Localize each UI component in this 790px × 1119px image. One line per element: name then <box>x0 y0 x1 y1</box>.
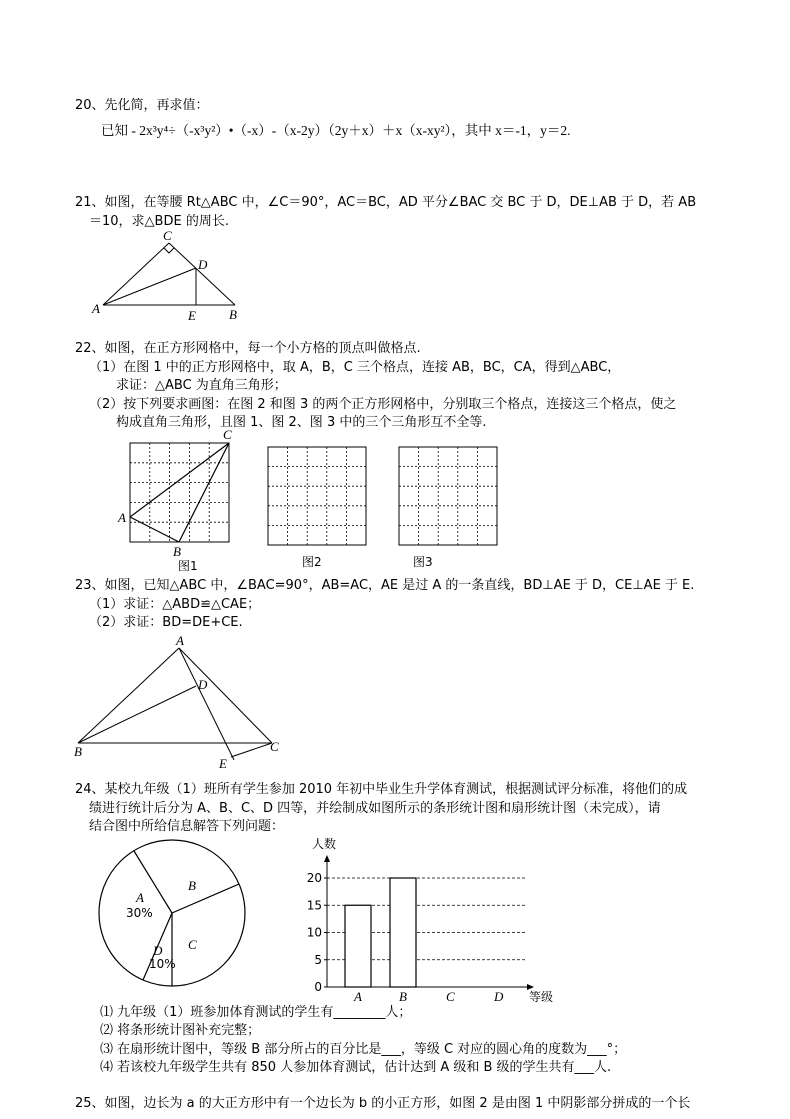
q22-line2: （1）在图 1 中的正方形网格中，取 A，B，C 三个格点，连接 AB，BC，CA，得到△ABC， <box>89 360 621 375</box>
q23-segment-CE <box>231 743 272 757</box>
q25-line1: 25、如图，边长为 a 的大正方形中有一个边长为 b 的小正方形，如图 2 是由图 1 中阴影部分拼成的一个长 <box>75 1096 691 1111</box>
q23-label-A: A <box>176 633 184 648</box>
q21-label-D: D <box>198 257 208 272</box>
q22-label-A: A <box>118 510 126 525</box>
q22-triangle <box>130 443 229 542</box>
q20-title: 20、先化简，再求值： <box>75 98 209 113</box>
q23-line3: （2）求证：BD=DE+CE. <box>89 615 243 630</box>
q21-label-C: C <box>163 228 172 243</box>
q21-label-E: E <box>188 308 196 323</box>
y-tick-label: 10 <box>306 925 322 940</box>
pie-label-B: B <box>188 878 196 893</box>
q24-sub3: ⑶ 在扇形统计图中，等级 B 部分所占的百分比是___，等级 C 对应的圆心角的度数为___°； <box>100 1042 627 1057</box>
q23-line2: （1）求证：△ABD≌△CAE； <box>89 597 261 612</box>
x-tick-label-B: B <box>399 989 407 1004</box>
y-tick-label: 5 <box>314 952 322 967</box>
q22-label-C: C <box>223 427 232 442</box>
q24-bar-chart <box>307 836 553 1004</box>
q21-label-A: A <box>92 301 100 316</box>
q23-segment-BD <box>78 686 196 743</box>
q22-line3: 求证：△ABC 为直角三角形； <box>116 378 287 393</box>
pie-label-D: D <box>153 943 163 958</box>
q23-line1: 23、如图，已知△ABC 中，∠BAC=90°，AB=AC，AE 是过 A 的一条直线，BD⊥AE 于 D，CE⊥AE 于 E. <box>75 578 695 593</box>
pie-label-A: A <box>136 890 144 905</box>
q22-grid-fig3 <box>399 447 497 545</box>
q21-segment-AD <box>103 268 196 305</box>
q24-sub1: ⑴ 九年级（1）班参加体育测试的学生有________人； <box>100 1005 412 1020</box>
q22-line4: （2）按下列要求画图：在图 2 和图 3 的两个正方形网格中，分别取三个格点，连接这三个格点，使之 <box>89 397 677 412</box>
q23-label-C: C <box>270 739 279 754</box>
q23-figure <box>78 648 272 760</box>
q22-line1: 22、如图，在正方形网格中，每一个小方格的顶点叫做格点. <box>75 341 421 356</box>
pie-boundary-B-C <box>172 884 239 913</box>
q20-body: 已知 - 2x³y⁴÷（-x³y²）•（-x）-（x-2y）（2y＋x）＋x（x-xy²），其中 x＝-1，y＝2. <box>101 123 571 138</box>
q22-side-AB <box>130 517 179 542</box>
q24-line3: 结合图中所给信息解答下列问题： <box>89 819 285 834</box>
y-tick-label: 15 <box>306 898 322 913</box>
q21-side-CB <box>169 243 235 305</box>
pie-label-A-pct: 30% <box>126 906 153 920</box>
q22-side-BC <box>179 443 229 542</box>
q23-side-AB <box>78 648 179 743</box>
grid-border <box>268 447 366 545</box>
q24-line1: 24、某校九年级（1）班所有学生参加 2010 年初中毕业生升学体育测试，根据测试评分标准，将他们的成 <box>75 782 688 797</box>
pie-label-D-pct: 10% <box>149 957 176 971</box>
q23-side-AC <box>179 648 272 743</box>
y-tick-label: 0 <box>314 980 322 994</box>
q23-label-D: D <box>198 677 208 692</box>
q22-side-AC <box>130 443 229 517</box>
q22-caption-fig2: 图2 <box>302 555 322 569</box>
y-tick-label: 20 <box>306 871 322 885</box>
y-axis-label: 人数 <box>312 837 337 851</box>
q24-sub4: ⑷ 若该校九年级学生共有 850 人参加体育测试，估计达到 A 级和 B 级的学生共有___人. <box>100 1060 612 1075</box>
q24-sub2: ⑵ 将条形统计图补充完整； <box>100 1023 261 1038</box>
q22-label-B: B <box>173 544 181 559</box>
bar-B <box>390 878 416 987</box>
q22-caption-fig1: 图1 <box>178 559 198 573</box>
q21-side-AC <box>103 243 169 305</box>
q24-line2: 绩进行统计后分为 A、B、C、D 四等，并绘制成如图所示的条形统计图和扇形统计图（未完成），请 <box>89 801 661 816</box>
y-axis-arrow <box>324 855 330 862</box>
q22-line5: 构成直角三角形，且图 1、图 2、图 3 中的三个三角形互不全等. <box>116 415 487 430</box>
grid-border <box>130 443 229 542</box>
x-tick-label-D: D <box>494 989 504 1004</box>
x-tick-label-C: C <box>446 989 455 1004</box>
q21-label-B: B <box>229 307 237 322</box>
q21-right-angle-mark <box>164 248 174 253</box>
q23-label-E: E <box>219 756 227 771</box>
q22-caption-fig3: 图3 <box>413 555 433 569</box>
bar-A <box>345 905 371 987</box>
grid-border <box>399 447 497 545</box>
x-tick-label-A: A <box>354 989 362 1004</box>
q21-figure <box>103 243 235 305</box>
q21-line1: 21、如图，在等腰 Rt△ABC 中，∠C＝90°，AC＝BC，AD 平分∠BAC 交 BC 于 D，DE⊥AB 于 D，若 AB <box>75 195 697 210</box>
q22-grid-fig1 <box>130 443 229 542</box>
pie-label-C: C <box>188 937 197 952</box>
q23-label-B: B <box>74 744 82 759</box>
q21-line2: ＝10，求△BDE 的周长. <box>89 214 229 229</box>
x-axis-label: 等级 <box>529 990 554 1004</box>
q22-grid-fig2 <box>268 447 366 545</box>
